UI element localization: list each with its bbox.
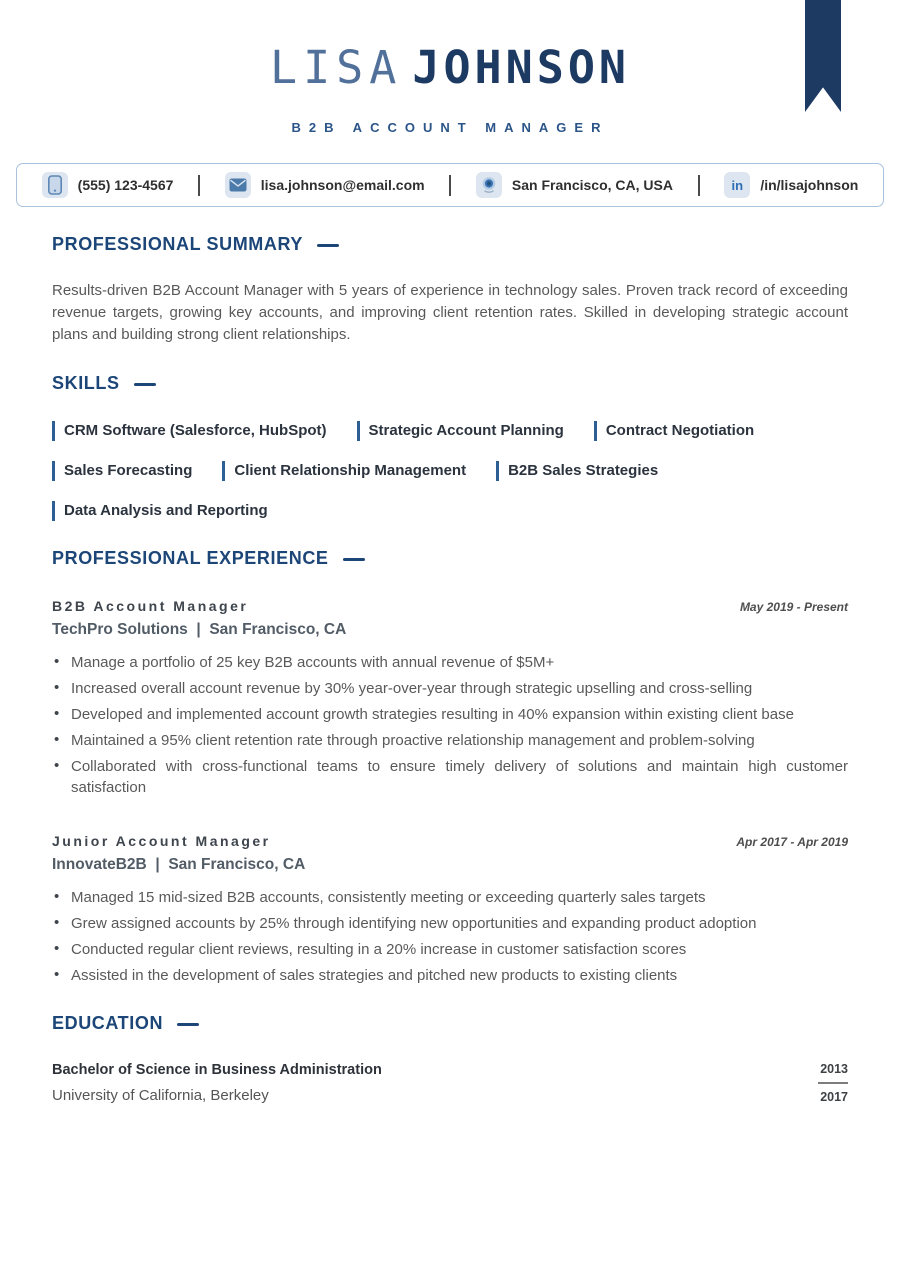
contact-bar bbox=[16, 163, 884, 207]
job-bullet: • Maintained a 95% client retention rate through proactive relationship management and problem-solving bbox=[52, 730, 848, 751]
job-head bbox=[52, 832, 848, 874]
job-bullet: • Grew assigned accounts by 25% through identifying new opportunities and expanding product adoption bbox=[52, 913, 848, 934]
skills-list bbox=[52, 421, 848, 521]
job-bullets bbox=[52, 887, 848, 986]
education-years bbox=[818, 1061, 848, 1105]
education-year-divider bbox=[818, 1082, 848, 1084]
job-company: InnovateB2B bbox=[52, 856, 147, 873]
contact-email-text: lisa.johnson@email.com bbox=[260, 177, 425, 193]
email-icon bbox=[225, 172, 251, 198]
experience-section-head bbox=[52, 548, 848, 569]
heading-dash-icon bbox=[134, 383, 156, 387]
contact-phone-text: (555) 123-4567 bbox=[77, 177, 174, 193]
job-location: | San Francisco, CA bbox=[147, 856, 306, 873]
job-bullet: • Managed 15 mid-sized B2B accounts, consistently meeting or exceeding quarterly sales targets bbox=[52, 887, 848, 908]
section-summary bbox=[52, 234, 848, 346]
section-skills bbox=[52, 373, 848, 521]
education-start-year: 2013 bbox=[820, 1062, 848, 1076]
education-left bbox=[52, 1061, 382, 1105]
job-bullet: • Developed and implemented account growth strategies resulting in 40% expansion within existing client base bbox=[52, 704, 848, 725]
summary-heading: PROFESSIONAL SUMMARY bbox=[52, 234, 304, 254]
job-bullets bbox=[52, 652, 848, 798]
job-title: B2B Account Manager bbox=[52, 598, 249, 614]
candidate-name bbox=[0, 42, 900, 104]
contact-location[interactable] bbox=[476, 172, 673, 198]
education-section-head bbox=[52, 1013, 848, 1034]
skill-item: B2B Sales Strategies bbox=[496, 461, 658, 481]
skill-item: Sales Forecasting bbox=[52, 461, 192, 481]
contact-linkedin[interactable] bbox=[724, 172, 858, 198]
job-entry bbox=[52, 597, 848, 798]
skill-item: CRM Software (Salesforce, HubSpot) bbox=[52, 421, 327, 441]
job-title: Junior Account Manager bbox=[52, 833, 271, 849]
contact-linkedin-text: /in/lisajohnson bbox=[760, 177, 859, 193]
heading-dash-icon bbox=[343, 558, 365, 562]
skill-item: Data Analysis and Reporting bbox=[52, 501, 268, 521]
skills-heading: SKILLS bbox=[52, 373, 120, 393]
summary-text: Results-driven B2B Account Manager with 5 years of experience in technology sales. Proven track record of exceeding revenue targets, growing key accounts, and improving client retention rates. Skilled in developing strategic account plans and building strong client relationships. bbox=[52, 282, 848, 343]
job-bullet: • Assisted in the development of sales strategies and pitched new products to existing clients bbox=[52, 965, 848, 986]
job-head bbox=[52, 597, 848, 639]
job-head-left bbox=[52, 832, 305, 874]
education-school: University of California, Berkeley bbox=[52, 1087, 269, 1104]
skills-section-head bbox=[52, 373, 848, 394]
job-head-left bbox=[52, 597, 346, 639]
resume-body bbox=[52, 234, 848, 1105]
contact-separator bbox=[198, 175, 200, 196]
job-company-line bbox=[52, 856, 305, 874]
location-icon bbox=[476, 172, 502, 198]
jobs-list bbox=[52, 597, 848, 986]
skill-item: Strategic Account Planning bbox=[357, 421, 564, 441]
linkedin-icon bbox=[724, 172, 750, 198]
contact-phone[interactable] bbox=[42, 172, 174, 198]
job-dates: Apr 2017 - Apr 2019 bbox=[736, 835, 848, 849]
section-education bbox=[52, 1013, 848, 1105]
education-heading: EDUCATION bbox=[52, 1013, 164, 1033]
education-entry bbox=[52, 1061, 848, 1105]
education-end-year: 2017 bbox=[820, 1090, 848, 1104]
contact-location-text: San Francisco, CA, USA bbox=[511, 177, 673, 193]
contact-separator bbox=[698, 175, 700, 196]
job-location: | San Francisco, CA bbox=[188, 621, 347, 638]
experience-heading: PROFESSIONAL EXPERIENCE bbox=[52, 548, 329, 568]
job-bullet: • Manage a portfolio of 25 key B2B accounts with annual revenue of $5M+ bbox=[52, 652, 848, 673]
skill-item: Client Relationship Management bbox=[222, 461, 466, 481]
education-degree: Bachelor of Science in Business Administration bbox=[52, 1062, 382, 1078]
job-bullet: • Conducted regular client reviews, resulting in a 20% increase in customer satisfaction scores bbox=[52, 939, 848, 960]
summary-section-head bbox=[52, 234, 848, 255]
job-company: TechPro Solutions bbox=[52, 621, 188, 638]
contact-separator bbox=[449, 175, 451, 196]
phone-icon bbox=[42, 172, 68, 198]
job-entry bbox=[52, 832, 848, 986]
candidate-job-title: B2B ACCOUNT MANAGER bbox=[291, 120, 609, 135]
resume-header bbox=[0, 0, 900, 135]
first-name: LISA bbox=[269, 41, 403, 94]
job-dates: May 2019 - Present bbox=[739, 600, 848, 614]
heading-dash-icon bbox=[177, 1023, 199, 1027]
job-bullet: • Increased overall account revenue by 30% year-over-year through strategic upselling and cross-selling bbox=[52, 678, 848, 699]
section-experience bbox=[52, 548, 848, 986]
heading-dash-icon bbox=[317, 244, 339, 248]
last-name: JOHNSON bbox=[412, 41, 631, 94]
skill-item: Contract Negotiation bbox=[594, 421, 754, 441]
job-company-line bbox=[52, 621, 346, 639]
contact-email[interactable] bbox=[225, 172, 425, 198]
linkedin-icon-text: in bbox=[731, 177, 744, 193]
job-bullet: • Collaborated with cross-functional teams to ensure timely delivery of solutions and maintain high customer satisfaction bbox=[52, 756, 848, 798]
